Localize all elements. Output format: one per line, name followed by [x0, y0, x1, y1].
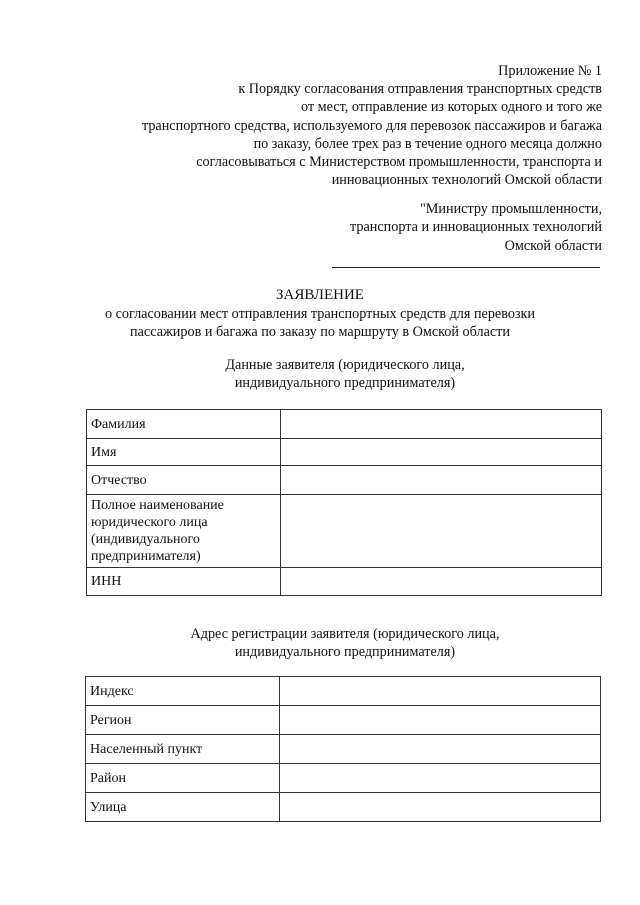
appendix-line: согласовываться с Министерством промышленности, транспорта и [196, 154, 602, 171]
subtitle-line: о согласовании мест отправления транспортных средств для перевозки [104, 306, 536, 322]
field-label-street: Улица [86, 793, 280, 822]
table-row [87, 568, 602, 596]
field-value-locality[interactable] [280, 735, 601, 764]
table-row [86, 793, 601, 822]
applicant-data-table [86, 409, 602, 596]
label-line: юридического лица [91, 515, 208, 530]
appendix-line: транспортного средства, используемого для перевозок пассажиров и багажа [141, 117, 602, 134]
label-line: (индивидуального [91, 532, 200, 547]
table-row [87, 466, 602, 495]
field-value-patronymic[interactable] [281, 466, 602, 495]
address-data-table [85, 676, 601, 822]
field-label-full-name [87, 495, 281, 568]
addressee-block [202, 200, 602, 255]
signature-line [332, 267, 600, 268]
addressee-line: Омской области [504, 237, 602, 254]
table-row [86, 735, 601, 764]
subtitle-line: пассажиров и багажа по заказу по маршруту в Омской области [130, 324, 510, 340]
document-title: ЗАЯВЛЕНИЕ [276, 287, 364, 303]
table-row [87, 410, 602, 439]
field-label-name: Имя [87, 439, 281, 466]
field-label-inn: ИНН [87, 568, 281, 596]
appendix-line: к Порядку согласования отправления транспортных средств [238, 81, 602, 98]
field-label-index: Индекс [86, 677, 280, 706]
field-value-street[interactable] [280, 793, 601, 822]
document-subtitle [0, 305, 640, 341]
field-label-patronymic: Отчество [87, 466, 281, 495]
table-row [87, 495, 602, 568]
address-section-heading [0, 625, 640, 661]
addressee-line: транспорта и инновационных технологий [349, 219, 602, 236]
field-value-index[interactable] [280, 677, 601, 706]
appendix-number: Приложение № 1 [498, 63, 602, 79]
heading-line: Данные заявителя (юридического лица, [225, 357, 465, 373]
label-line: Полное наименование [91, 498, 224, 513]
heading-line: индивидуального предпринимателя) [234, 375, 456, 391]
field-value-inn[interactable] [281, 568, 602, 596]
label-line: предпринимателя) [91, 549, 201, 564]
field-value-surname[interactable] [281, 410, 602, 439]
heading-line: индивидуального предпринимателя) [234, 644, 456, 660]
table-row [86, 706, 601, 735]
table-row [86, 764, 601, 793]
addressee-line: "Министру промышленности, [420, 201, 602, 217]
appendix-header [62, 62, 602, 189]
appendix-line: по заказу, более трех раз в течение одного месяца должно [253, 135, 602, 152]
heading-line: Адрес регистрации заявителя (юридического лица, [190, 626, 500, 642]
applicant-section-heading [0, 356, 640, 392]
table-row [87, 439, 602, 466]
field-label-district: Район [86, 764, 280, 793]
field-value-name[interactable] [281, 439, 602, 466]
appendix-line: инновационных технологий Омской области [331, 172, 602, 189]
field-value-full-name[interactable] [281, 495, 602, 568]
field-value-region[interactable] [280, 706, 601, 735]
field-label-region: Регион [86, 706, 280, 735]
appendix-line: от мест, отправление из которых одного и того же [301, 99, 602, 116]
table-row [86, 677, 601, 706]
field-value-district[interactable] [280, 764, 601, 793]
field-label-locality: Населенный пункт [86, 735, 280, 764]
field-label-surname: Фамилия [87, 410, 281, 439]
